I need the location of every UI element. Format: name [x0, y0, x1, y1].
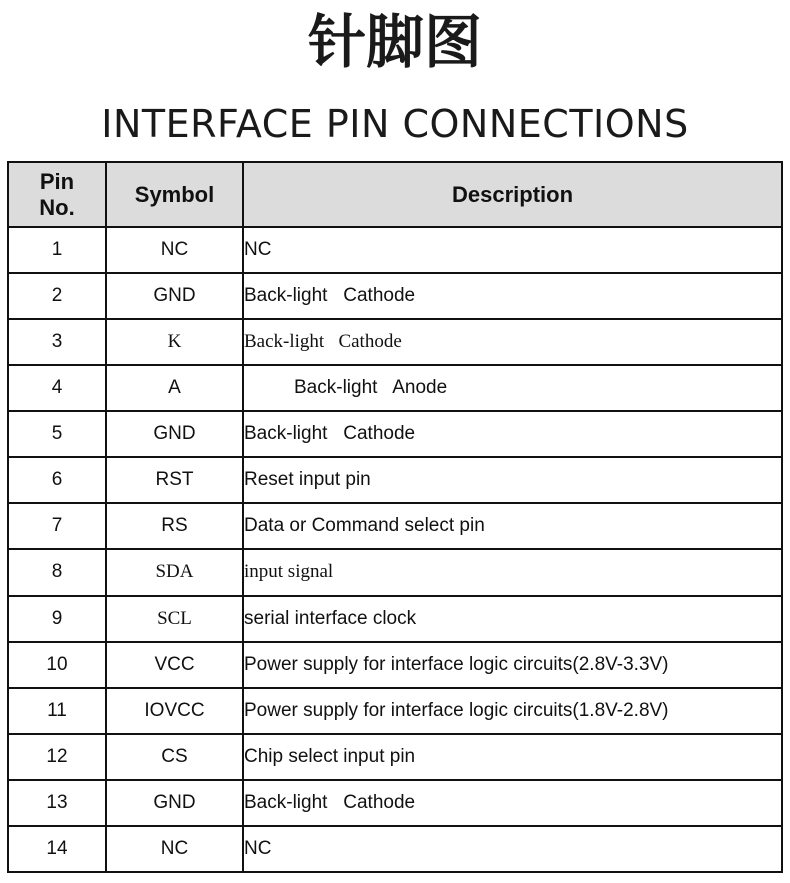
pin-description: Back-light Cathode	[243, 411, 782, 457]
pin-description: Reset input pin	[243, 457, 782, 503]
pin-description: Data or Command select pin	[243, 503, 782, 549]
pin-number: 7	[8, 503, 106, 549]
table-row	[8, 734, 782, 780]
pin-number: 4	[8, 365, 106, 411]
header-description: Description	[243, 162, 782, 227]
pin-number: 5	[8, 411, 106, 457]
pin-symbol: A	[106, 365, 243, 411]
pin-description: Power supply for interface logic circuits(2.8V-3.3V)	[243, 642, 782, 688]
pin-symbol: CS	[106, 734, 243, 780]
table-row	[8, 503, 782, 549]
pin-number: 11	[8, 688, 106, 734]
table-row	[8, 688, 782, 734]
pin-symbol: NC	[106, 227, 243, 273]
pin-description: Chip select input pin	[243, 734, 782, 780]
pin-number: 6	[8, 457, 106, 503]
pin-description: NC	[243, 227, 782, 273]
pin-number: 14	[8, 826, 106, 872]
table-row	[8, 365, 782, 411]
table-row	[8, 826, 782, 872]
header-pin-no: Pin No.	[8, 162, 106, 227]
pin-symbol: GND	[106, 273, 243, 319]
pin-symbol: GND	[106, 411, 243, 457]
pin-description: Back-light Cathode	[243, 273, 782, 319]
table-row	[8, 549, 782, 595]
table-row	[8, 273, 782, 319]
pin-number: 8	[8, 549, 106, 595]
header-symbol: Symbol	[106, 162, 243, 227]
pin-description: NC	[243, 826, 782, 872]
table-row	[8, 411, 782, 457]
pin-symbol: RST	[106, 457, 243, 503]
table-row	[8, 319, 782, 365]
page-title-chinese: 针脚图	[307, 8, 482, 76]
page-title: INTERFACE PIN CONNECTIONS	[101, 102, 689, 146]
table-row	[8, 457, 782, 503]
pin-description: Back-light Anode	[243, 365, 782, 411]
table-row	[8, 227, 782, 273]
pin-symbol: SCL	[106, 596, 243, 642]
pin-number: 12	[8, 734, 106, 780]
pin-description: serial interface clock	[243, 596, 782, 642]
pin-symbol: VCC	[106, 642, 243, 688]
pin-symbol: NC	[106, 826, 243, 872]
pin-description: Power supply for interface logic circuits(1.8V-2.8V)	[243, 688, 782, 734]
table-row	[8, 780, 782, 826]
pin-symbol: IOVCC	[106, 688, 243, 734]
pin-symbol: GND	[106, 780, 243, 826]
pin-description: input signal	[243, 549, 782, 595]
table-row	[8, 596, 782, 642]
pin-number: 3	[8, 319, 106, 365]
pin-number: 2	[8, 273, 106, 319]
pin-number: 10	[8, 642, 106, 688]
pin-number: 13	[8, 780, 106, 826]
pin-number: 9	[8, 596, 106, 642]
pin-symbol: RS	[106, 503, 243, 549]
pin-description: Back-light Cathode	[243, 319, 782, 365]
pin-description: Back-light Cathode	[243, 780, 782, 826]
pin-number: 1	[8, 227, 106, 273]
pin-symbol: SDA	[106, 549, 243, 595]
table-row	[8, 642, 782, 688]
table-header-row	[8, 162, 782, 227]
pin-table	[7, 161, 783, 873]
pin-symbol: K	[106, 319, 243, 365]
